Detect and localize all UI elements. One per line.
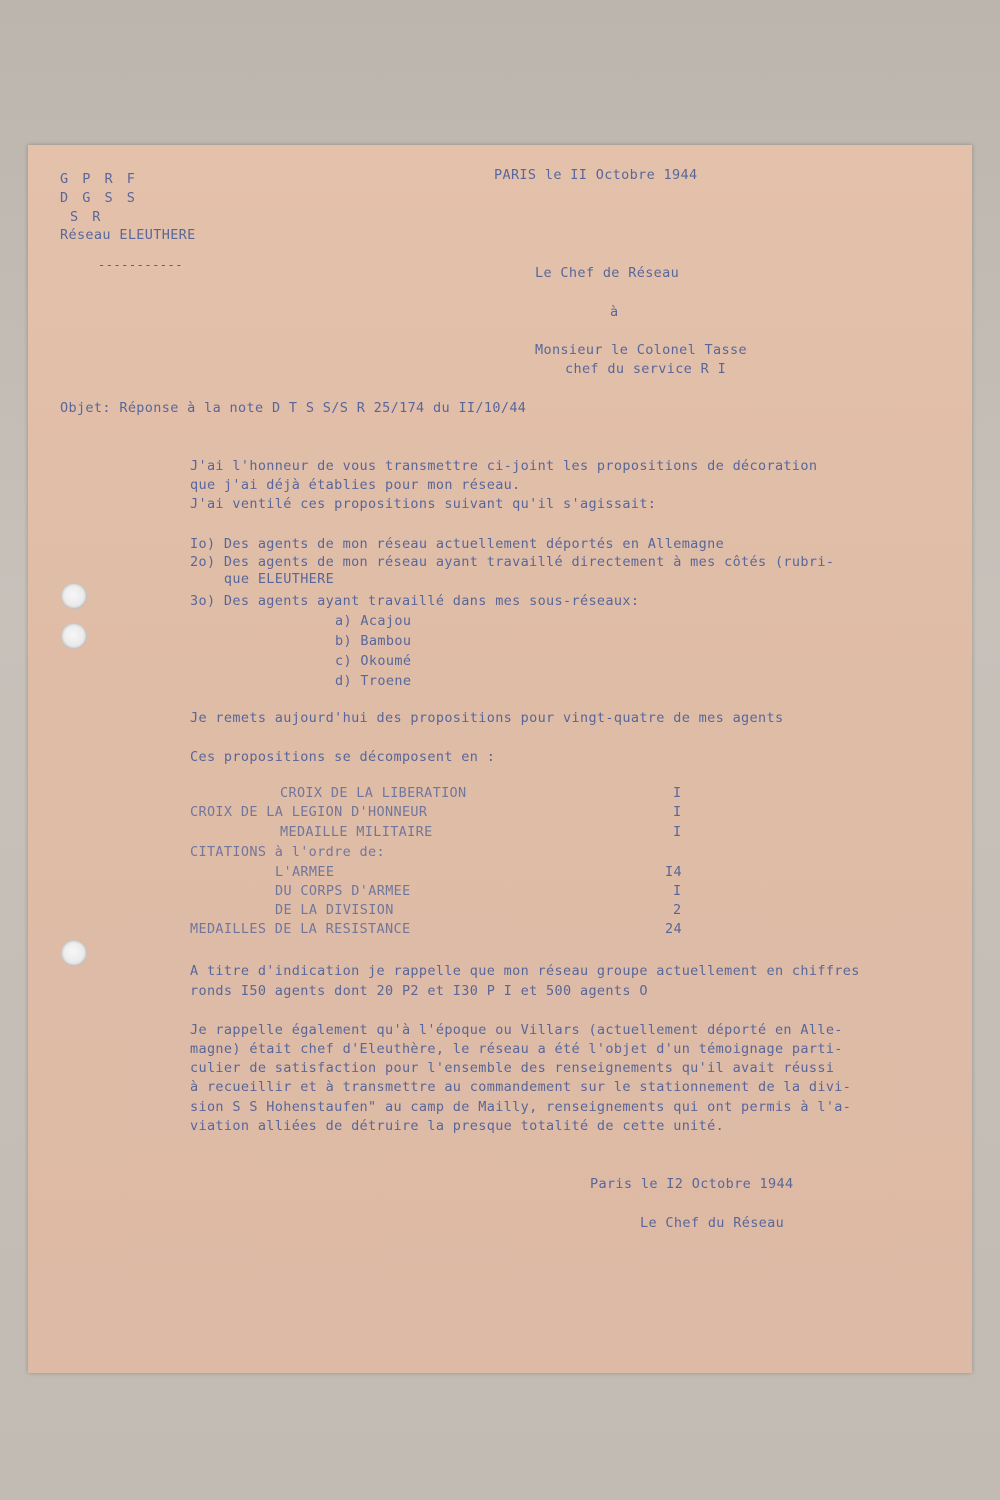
network-name: Réseau ELEUTHERE [60,227,196,243]
recall-line: à recueillir et à transmettre au commandement sur le stationnement de la divi- [190,1079,852,1095]
decoration-count: I [673,883,682,899]
recall-line: magne) était chef d'Eleuthère, le réseau a été l'objet d'un témoignage parti- [190,1041,843,1057]
letterhead-line2: D G S S [60,190,138,206]
list-item: que ELEUTHERE [190,571,335,587]
sub-network: c) Okoumé [335,653,412,669]
sender: Le Chef de Réseau [535,265,680,281]
recall-line: culier de satisfaction pour l'ensemble des renseignements qu'il avait réussi [190,1060,835,1076]
to-word: à [610,304,619,320]
closing-place-date: Paris le I2 Octobre 1944 [590,1176,794,1192]
decoration-label: L'ARMEE [275,864,335,880]
sub-network: a) Acajou [335,613,412,629]
letterhead-line3: S R [70,209,104,225]
decoration-label: CITATIONS à l'ordre de: [190,844,385,860]
letter-sheet [28,145,972,1373]
decoration-label: CROIX DE LA LIBERATION [280,785,467,801]
object-line: Objet: Réponse à la note D T S S/S R 25/174 du II/10/44 [60,400,527,416]
recall-line: viation alliées de détruire la presque totalité de cette unité. [190,1118,725,1134]
decoration-label: DU CORPS D'ARMEE [275,883,411,899]
indication-line: ronds I50 agents dont 20 P2 et I30 P I et 500 agents O [190,983,648,999]
place-date: PARIS le II Octobre 1944 [494,167,698,183]
list-item: 2o) Des agents de mon réseau ayant travaillé directement à mes côtés (rubri- [190,554,835,570]
intro-line: que j'ai déjà établies pour mon réseau. [190,477,521,493]
recipient-title: chef du service R I [565,361,727,377]
punch-hole [61,623,87,649]
decoration-count: I [673,804,682,820]
intro-line: J'ai l'honneur de vous transmettre ci-joint les propositions de décoration [190,458,818,474]
sub-network: d) Troene [335,673,412,689]
punch-hole [61,940,87,966]
decoration-count: 2 [673,902,682,918]
decoration-label: MEDAILLES DE LA RESISTANCE [190,921,411,937]
decoration-count: 24 [665,921,682,937]
decoration-count: I4 [665,864,682,880]
decoration-label: MEDAILLE MILITAIRE [280,824,433,840]
recall-line: sion S S Hohenstaufen" au camp de Mailly, renseignements qui ont permis à l'a- [190,1099,852,1115]
proposals-line: Je remets aujourd'hui des propositions pour vingt-quatre de mes agents [190,710,784,726]
breakdown-intro: Ces propositions se décomposent en : [190,749,496,765]
punch-hole [61,583,87,609]
intro-line: J'ai ventilé ces propositions suivant qu'il s'agissait: [190,496,657,512]
recall-line: Je rappelle également qu'à l'époque ou Villars (actuellement déporté en Alle- [190,1022,843,1038]
decoration-count: I [673,785,682,801]
list-item: Io) Des agents de mon réseau actuellement déportés en Allemagne [190,536,725,552]
letterhead-line1: G P R F [60,171,138,187]
network-underline: ----------- [98,258,183,272]
decoration-label: DE LA DIVISION [275,902,394,918]
list-item: 3o) Des agents ayant travaillé dans mes sous-réseaux: [190,593,640,609]
signature-line: Le Chef du Réseau [640,1215,785,1231]
decoration-count: I [673,824,682,840]
sub-network: b) Bambou [335,633,412,649]
recipient: Monsieur le Colonel Tasse [535,342,747,358]
decoration-label: CROIX DE LA LEGION D'HONNEUR [190,804,428,820]
indication-line: A titre d'indication je rappelle que mon réseau groupe actuellement en chiffres [190,963,860,979]
